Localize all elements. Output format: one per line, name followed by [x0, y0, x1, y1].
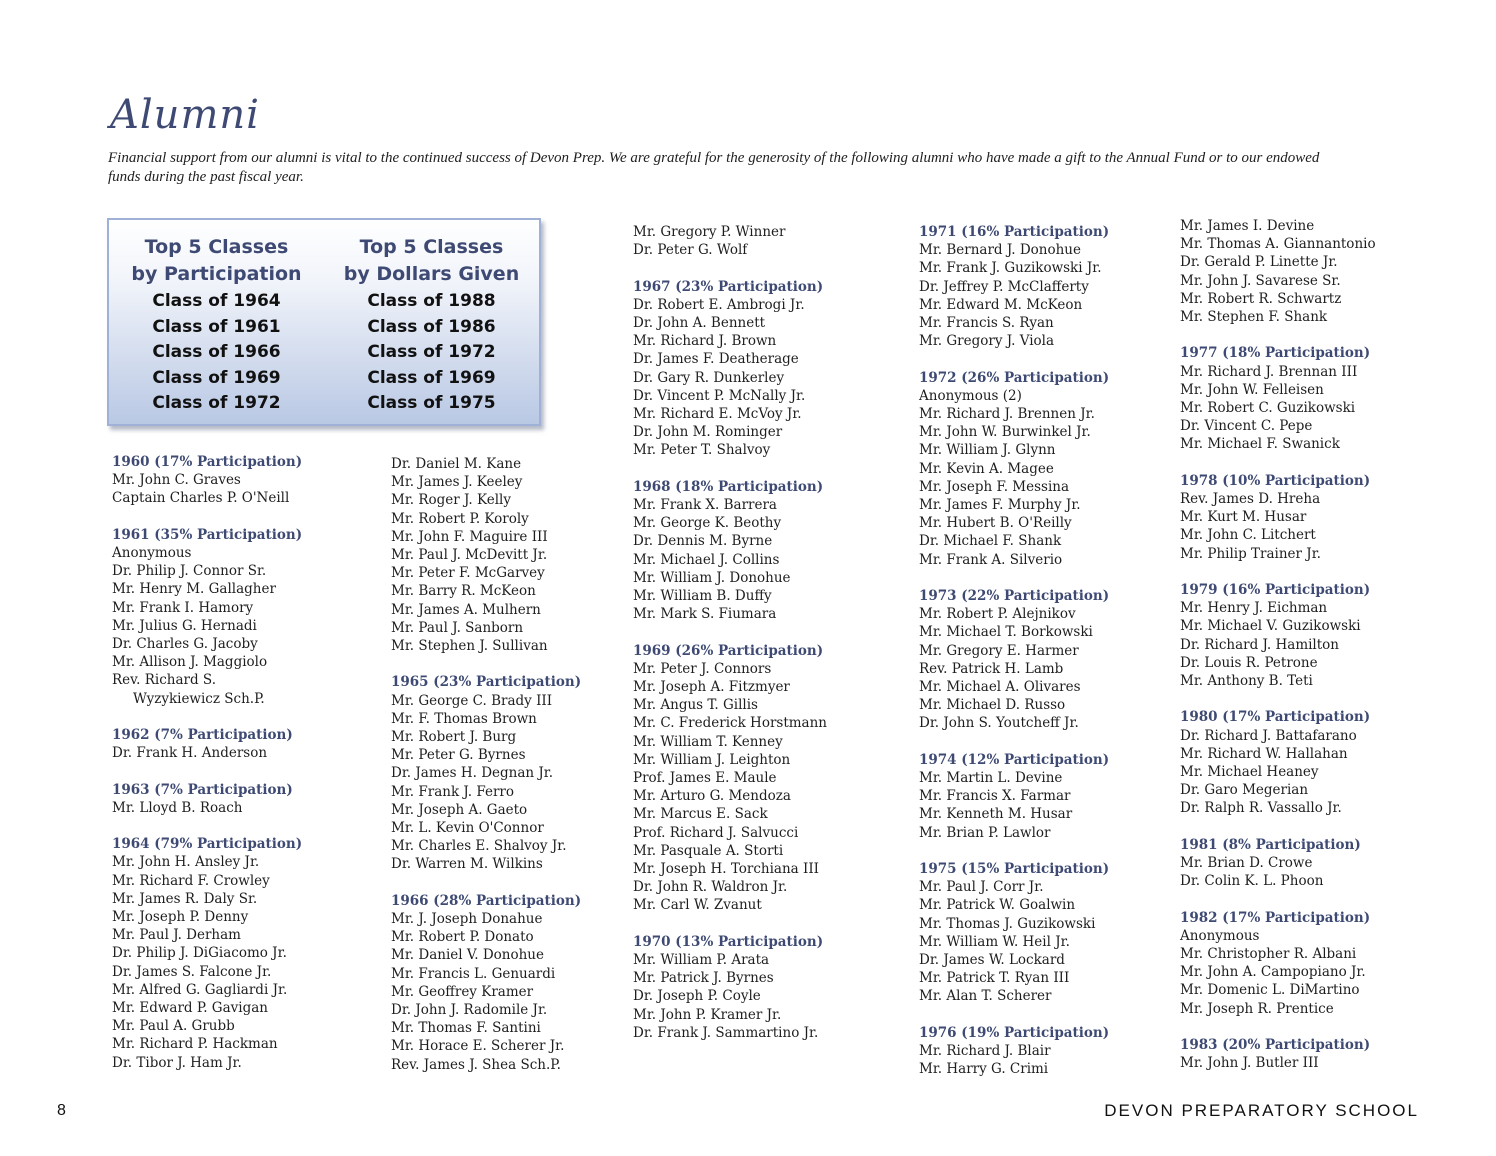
page-number: 8: [57, 1102, 66, 1119]
class-year-header: 1965 (23% Participation): [391, 674, 582, 691]
donor-name: Mr. Edward P. Gavigan: [112, 1000, 268, 1017]
donor-name: Mr. Richard J. Brennen Jr.: [919, 406, 1095, 423]
donor-name: Mr. Roger J. Kelly: [391, 492, 511, 509]
box-item: Class of 1986: [367, 316, 496, 337]
donor-name: Anonymous: [1180, 927, 1260, 944]
class-year-group: [919, 587, 1109, 733]
donor-name: Dr. Richard J. Battafarano: [1180, 727, 1357, 744]
page-title: Alumni: [110, 92, 260, 138]
class-year-group: [1180, 344, 1376, 453]
donor-name: Mr. Paul J. Corr Jr.: [919, 879, 1044, 896]
class-year-header: 1972 (26% Participation): [919, 369, 1110, 386]
box-item: Class of 1975: [367, 393, 496, 413]
donor-name: Mr. John P. Kramer Jr.: [633, 1006, 782, 1023]
donor-name: Mr. F. Thomas Brown: [391, 710, 537, 727]
donor-name: Mr. Frank A. Silverio: [919, 551, 1063, 568]
donor-name: Mr. Michael D. Russo: [919, 697, 1066, 714]
donor-name: Mr. Robert R. Schwartz: [1180, 290, 1342, 307]
class-year-group: [633, 642, 827, 915]
donor-name: Mr. Richard E. McVoy Jr.: [633, 406, 802, 423]
donor-name: Mr. Arturo G. Mendoza: [633, 788, 791, 805]
donor-name: Mr. Robert J. Burg: [391, 729, 517, 746]
donor-name: Dr. Daniel M. Kane: [391, 456, 522, 472]
class-year-header: 1964 (79% Participation): [112, 836, 303, 853]
donor-name: Mr. William J. Glynn: [919, 442, 1056, 459]
donor-name: Mr. Angus T. Gillis: [633, 697, 758, 714]
donor-name: Mr. Gregory J. Viola: [919, 333, 1055, 350]
donor-name: Mr. Michael V. Guzikowski: [1180, 618, 1361, 635]
box-heading: Top 5 Classes: [359, 236, 504, 258]
class-year-group: [633, 223, 827, 259]
donor-name: Mr. Thomas F. Santini: [391, 1020, 541, 1037]
donor-name: Mr. Kurt M. Husar: [1180, 509, 1307, 526]
top-by-participation: [109, 234, 324, 424]
donor-name: Mr. Robert P. Alejnikov: [919, 606, 1076, 623]
box-item: Class of 1969: [152, 367, 281, 388]
class-year-group: [919, 369, 1109, 569]
donor-name: Mr. Joseph A. Fitzmyer: [633, 679, 790, 696]
donor-name: Mr. Francis X. Farmar: [919, 788, 1071, 805]
donor-name: Prof. Richard J. Salvucci: [633, 824, 799, 841]
donor-name: Mr. William W. Heil Jr.: [919, 933, 1070, 950]
donor-name: Mr. Michael Heaney: [1180, 764, 1319, 781]
donor-name: Mr. Frank X. Barrera: [633, 497, 777, 514]
donor-name: Mr. Geoffrey Kramer: [391, 983, 534, 1000]
donor-name: Dr. Philip J. DiGiacomo Jr.: [112, 945, 287, 962]
donor-column-1: [112, 453, 302, 1090]
donor-name: Captain Charles P. O'Neill: [112, 490, 290, 507]
class-year-group: [112, 726, 302, 762]
donor-name: Mr. Joseph R. Prentice: [1180, 1000, 1334, 1017]
donor-name: Dr. Charles G. Jacoby: [112, 636, 258, 653]
donor-name: Dr. John J. Radomile Jr.: [391, 1002, 548, 1019]
donor-name: Mr. George C. Brady III: [391, 692, 553, 709]
box-item: Class of 1988: [367, 291, 496, 311]
donor-name: Mr. Frank J. Ferro: [391, 783, 515, 800]
class-year-group: [919, 751, 1109, 842]
box-item: Class of 1964: [152, 291, 281, 311]
donor-name: Mr. Michael J. Collins: [633, 551, 780, 568]
donor-name: Mr. C. Frederick Horstmann: [633, 715, 827, 732]
box-item: Class of 1966: [152, 342, 281, 362]
donor-name: Mr. James F. Murphy Jr.: [919, 497, 1081, 514]
class-year-group: [112, 781, 302, 817]
donor-name: Mr. William P. Arata: [633, 952, 770, 969]
donor-name: Mr. Gregory P. Winner: [633, 224, 786, 240]
donor-name: Mr. Paul A. Grubb: [112, 1018, 235, 1035]
donor-name: Mr. Henry J. Eichman: [1180, 600, 1328, 617]
donor-name: Mr. Paul J. Derham: [112, 927, 241, 944]
donor-name: Dr. John A. Bennett: [633, 315, 766, 331]
class-year-group: [1180, 1036, 1376, 1072]
donor-name: Dr. Tibor J. Ham Jr.: [112, 1054, 242, 1071]
donor-name: Mr. Alfred G. Gagliardi Jr.: [112, 981, 288, 998]
class-year-group: [919, 1024, 1109, 1079]
donor-name: Dr. James S. Falcone Jr.: [112, 963, 272, 980]
class-year-header: 1960 (17% Participation): [112, 454, 303, 470]
donor-name: Mr. Richard J. Brennan III: [1180, 363, 1358, 380]
donor-name: Mr. Francis S. Ryan: [919, 315, 1054, 332]
donor-name: Dr. Joseph P. Coyle: [633, 988, 761, 1005]
donor-column-4: [919, 223, 1109, 1097]
box-item: Class of 1969: [367, 367, 496, 388]
class-year-group: [1180, 217, 1376, 326]
donor-name: Mr. James I. Devine: [1180, 218, 1315, 234]
class-year-group: [1180, 836, 1376, 891]
donor-name: Mr. Harry G. Crimi: [919, 1061, 1049, 1078]
donor-name: Mr. Mark S. Fiumara: [633, 606, 777, 623]
donor-name: Dr. Dennis M. Byrne: [633, 533, 773, 550]
class-year-group: [1180, 472, 1376, 563]
donor-name: Dr. John R. Waldron Jr.: [633, 879, 788, 896]
donor-name: Dr. Warren M. Wilkins: [391, 856, 543, 873]
donor-name: Dr. Jeffrey P. McClafferty: [919, 278, 1089, 295]
donor-name: Mr. Robert P. Donato: [391, 929, 534, 946]
donor-name: Wyzykiewicz Sch.P.: [133, 690, 265, 707]
donor-name: Mr. Allison J. Maggiolo: [112, 654, 268, 671]
donor-name: Mr. John F. Maguire III: [391, 528, 548, 545]
donor-name: Mr. Thomas A. Giannantonio: [1180, 236, 1376, 253]
donor-name: Mr. Brian D. Crowe: [1180, 855, 1313, 872]
donor-name: Mr. James R. Daly Sr.: [112, 890, 258, 907]
donor-name: Mr. Henry M. Gallagher: [112, 581, 276, 598]
class-year-group: [1180, 909, 1376, 1018]
class-year-group: [633, 933, 827, 1042]
donor-name: Dr. Frank J. Sammartino Jr.: [633, 1024, 819, 1041]
donor-name: Dr. Gerald P. Linette Jr.: [1180, 254, 1338, 271]
donor-name: Dr. James H. Degnan Jr.: [391, 765, 554, 782]
donor-name: Mr. J. Joseph Donahue: [391, 911, 543, 928]
donor-name: Mr. Brian P. Lawlor: [919, 824, 1051, 841]
class-year-header: 1977 (18% Participation): [1180, 345, 1371, 362]
donor-name: Mr. Michael F. Swanick: [1180, 436, 1340, 453]
donor-name: Mr. Charles E. Shalvoy Jr.: [391, 838, 567, 855]
donor-name: Mr. Joseph P. Denny: [112, 909, 249, 926]
class-year-header: 1982 (17% Participation): [1180, 909, 1371, 926]
donor-name: Mr. Bernard J. Donohue: [919, 242, 1081, 259]
donor-name: Dr. Gary R. Dunkerley: [633, 369, 785, 386]
donor-name: Mr. Peter F. McGarvey: [391, 565, 545, 582]
donor-name: Mr. Robert C. Guzikowski: [1180, 400, 1356, 417]
donor-name: Mr. William T. Kenney: [633, 733, 783, 750]
class-year-group: [391, 892, 581, 1074]
donor-name: Mr. Francis L. Genuardi: [391, 965, 556, 982]
donor-name: Mr. L. Kevin O'Connor: [391, 820, 544, 837]
donor-name: Mr. Pasquale A. Storti: [633, 842, 784, 859]
donor-name: Anonymous (2): [919, 387, 1022, 404]
box-heading: by Participation: [131, 263, 302, 285]
donor-column-2: [391, 455, 581, 1092]
donor-name: Mr. Carl W. Zvanut: [633, 897, 762, 914]
donor-name: Mr. John J. Savarese Sr.: [1180, 272, 1341, 289]
class-year-header: 1974 (12% Participation): [919, 751, 1110, 768]
class-year-header: 1973 (22% Participation): [919, 588, 1110, 605]
class-year-header: 1969 (26% Participation): [633, 642, 824, 659]
donor-name: Mr. William J. Leighton: [633, 751, 791, 768]
intro-paragraph: Financial support from our alumni is vital to the continued success of Devon Prep. We are grateful for the generosity of the following alumni who have made a gift to the Annual Fund or to our endowed funds during the past fiscal year.: [108, 150, 1320, 185]
donor-column-5: [1180, 217, 1376, 1091]
donor-name: Mr. Peter G. Byrnes: [391, 747, 526, 764]
donor-name: Mr. William B. Duffy: [633, 588, 772, 605]
donor-name: Mr. Richard J. Brown: [633, 333, 777, 350]
donor-name: Anonymous: [112, 545, 192, 561]
donor-name: Mr. Michael T. Borkowski: [919, 624, 1093, 641]
donor-name: Mr. Richard J. Blair: [919, 1043, 1051, 1060]
box-heading: by Dollars Given: [343, 263, 520, 285]
donor-name: Mr. Thomas J. Guzikowski: [919, 915, 1096, 932]
donor-name: Mr. Horace E. Scherer Jr.: [391, 1038, 565, 1055]
class-year-header: 1966 (28% Participation): [391, 892, 582, 909]
donor-name: Dr. Colin K. L. Phoon: [1180, 873, 1324, 890]
box-item: Class of 1972: [367, 342, 496, 362]
donor-name: Mr. Marcus E. Sack: [633, 806, 768, 823]
class-year-header: 1962 (7% Participation): [112, 727, 293, 744]
donor-name: Mr. Joseph F. Messina: [919, 478, 1070, 495]
class-year-header: 1963 (7% Participation): [112, 781, 293, 798]
donor-name: Mr. Stephen J. Sullivan: [391, 638, 548, 655]
donor-name: Mr. Joseph A. Gaeto: [391, 801, 528, 818]
donor-name: Dr. John M. Rominger: [633, 424, 783, 441]
donor-name: Dr. Michael F. Shank: [919, 533, 1062, 550]
donor-name: Mr. Domenic L. DiMartino: [1180, 982, 1360, 999]
class-year-header: 1981 (8% Participation): [1180, 836, 1361, 853]
donor-name: Mr. Kenneth M. Husar: [919, 806, 1073, 823]
class-year-group: [1180, 581, 1376, 690]
donor-name: Mr. Edward M. McKeon: [919, 296, 1083, 313]
donor-name: Mr. Kevin A. Magee: [919, 460, 1054, 477]
class-year-header: 1980 (17% Participation): [1180, 709, 1371, 726]
donor-name: Mr. Paul J. Sanborn: [391, 619, 524, 636]
class-year-group: [391, 455, 581, 655]
donor-name: Mr. Lloyd B. Roach: [112, 799, 243, 816]
donor-name: Dr. Vincent P. McNally Jr.: [633, 387, 806, 404]
class-year-group: [112, 835, 302, 1072]
donor-name: Mr. Julius G. Hernadi: [112, 617, 257, 634]
class-year-header: 1970 (13% Participation): [633, 933, 824, 950]
class-year-header: 1983 (20% Participation): [1180, 1037, 1371, 1054]
donor-name: Mr. John W. Felleisen: [1180, 381, 1324, 398]
donor-name: Rev. Richard S.: [112, 672, 216, 689]
donor-name: Mr. John J. Butler III: [1180, 1055, 1319, 1072]
class-year-group: [633, 478, 827, 624]
class-year-header: 1968 (18% Participation): [633, 478, 824, 495]
donor-name: Mr. Frank I. Hamory: [112, 599, 254, 616]
donor-name: Mr. Barry R. McKeon: [391, 583, 536, 600]
donor-name: Mr. Richard P. Hackman: [112, 1036, 278, 1053]
donor-name: Mr. Patrick J. Byrnes: [633, 970, 774, 987]
class-year-group: [633, 278, 827, 460]
donor-name: Mr. Patrick W. Goalwin: [919, 897, 1076, 914]
donor-name: Dr. James W. Lockard: [919, 952, 1065, 969]
box-item: Class of 1972: [152, 393, 281, 413]
class-year-header: 1961 (35% Participation): [112, 526, 303, 543]
box-heading: Top 5 Classes: [144, 236, 289, 258]
class-year-group: [391, 673, 581, 873]
donor-name: Mr. James J. Keeley: [391, 474, 523, 491]
donor-name: Mr. Peter T. Shalvoy: [633, 442, 771, 459]
donor-name: Dr. James F. Deatherage: [633, 351, 799, 368]
donor-name: Mr. Stephen F. Shank: [1180, 309, 1328, 326]
donor-name: Dr. Frank H. Anderson: [112, 745, 268, 762]
donor-name: Mr. John W. Burwinkel Jr.: [919, 424, 1091, 441]
class-year-header: 1971 (16% Participation): [919, 224, 1110, 240]
box-item: Class of 1961: [152, 316, 281, 337]
donor-name: Mr. Peter J. Connors: [633, 660, 772, 677]
donor-name: Mr. Richard W. Hallahan: [1180, 745, 1348, 762]
donor-name: Mr. William J. Donohue: [633, 569, 791, 586]
donor-name: Mr. Hubert B. O'Reilly: [919, 515, 1072, 532]
donor-name: Dr. Garo Megerian: [1180, 782, 1309, 799]
donor-name: Dr. Ralph R. Vassallo Jr.: [1180, 800, 1342, 817]
donor-name: Mr. Martin L. Devine: [919, 770, 1063, 787]
class-year-header: 1979 (16% Participation): [1180, 582, 1371, 599]
donor-name: Mr. Joseph H. Torchiana III: [633, 861, 820, 878]
donor-name: Mr. Frank J. Guzikowski Jr.: [919, 260, 1102, 277]
donor-name: Mr. Daniel V. Donohue: [391, 947, 544, 964]
donor-name: Dr. Peter G. Wolf: [633, 242, 748, 259]
top-classes-box: [107, 218, 541, 426]
class-year-header: 1976 (19% Participation): [919, 1024, 1110, 1041]
donor-column-3: [633, 223, 827, 1060]
class-year-group: [919, 223, 1109, 350]
class-year-group: [112, 526, 302, 708]
donor-name: Prof. James E. Maule: [633, 770, 777, 787]
donor-name: Rev. Patrick H. Lamb: [919, 660, 1064, 677]
donor-name: Dr. John S. Youtcheff Jr.: [919, 715, 1079, 732]
donor-name: Mr. Gregory E. Harmer: [919, 642, 1079, 659]
donor-name: Mr. John A. Campopiano Jr.: [1180, 964, 1366, 981]
donor-name: Mr. John H. Ansley Jr.: [112, 854, 260, 871]
school-name-footer: DEVON PREPARATORY SCHOOL: [1104, 1101, 1419, 1120]
class-year-group: [112, 453, 302, 508]
donor-name: Dr. Philip J. Connor Sr.: [112, 563, 267, 580]
donor-name: Mr. Patrick T. Ryan III: [919, 970, 1070, 987]
class-year-header: 1967 (23% Participation): [633, 278, 824, 295]
class-year-header: 1978 (10% Participation): [1180, 472, 1371, 489]
donor-name: Mr. Alan T. Scherer: [919, 988, 1052, 1005]
donor-name: Rev. James J. Shea Sch.P.: [391, 1056, 561, 1073]
donor-name: Mr. Robert P. Koroly: [391, 510, 529, 527]
donor-name: Dr. Vincent C. Pepe: [1180, 418, 1313, 435]
donor-name: Mr. Christopher R. Albani: [1180, 946, 1357, 963]
donor-name: Mr. James A. Mulhern: [391, 601, 541, 618]
top-by-dollars: [324, 234, 539, 424]
donor-name: Mr. John C. Graves: [112, 472, 241, 489]
donor-name: Mr. Richard F. Crowley: [112, 872, 270, 889]
donor-name: Mr. Anthony B. Teti: [1180, 673, 1313, 690]
class-year-group: [919, 860, 1109, 1006]
donor-name: Mr. John C. Litchert: [1180, 527, 1316, 544]
donor-name: Dr. Richard J. Hamilton: [1180, 636, 1340, 653]
class-year-group: [1180, 708, 1376, 817]
donor-name: Mr. Philip Trainer Jr.: [1180, 545, 1321, 562]
donor-name: Rev. James D. Hreha: [1180, 491, 1321, 508]
donor-name: Dr. Robert E. Ambrogi Jr.: [633, 296, 805, 313]
donor-name: Mr. Michael A. Olivares: [919, 679, 1081, 696]
donor-name: Mr. George K. Beothy: [633, 515, 782, 532]
donor-name: Dr. Louis R. Petrone: [1180, 654, 1318, 671]
donor-name: Mr. Paul J. McDevitt Jr.: [391, 547, 548, 564]
class-year-header: 1975 (15% Participation): [919, 861, 1110, 878]
